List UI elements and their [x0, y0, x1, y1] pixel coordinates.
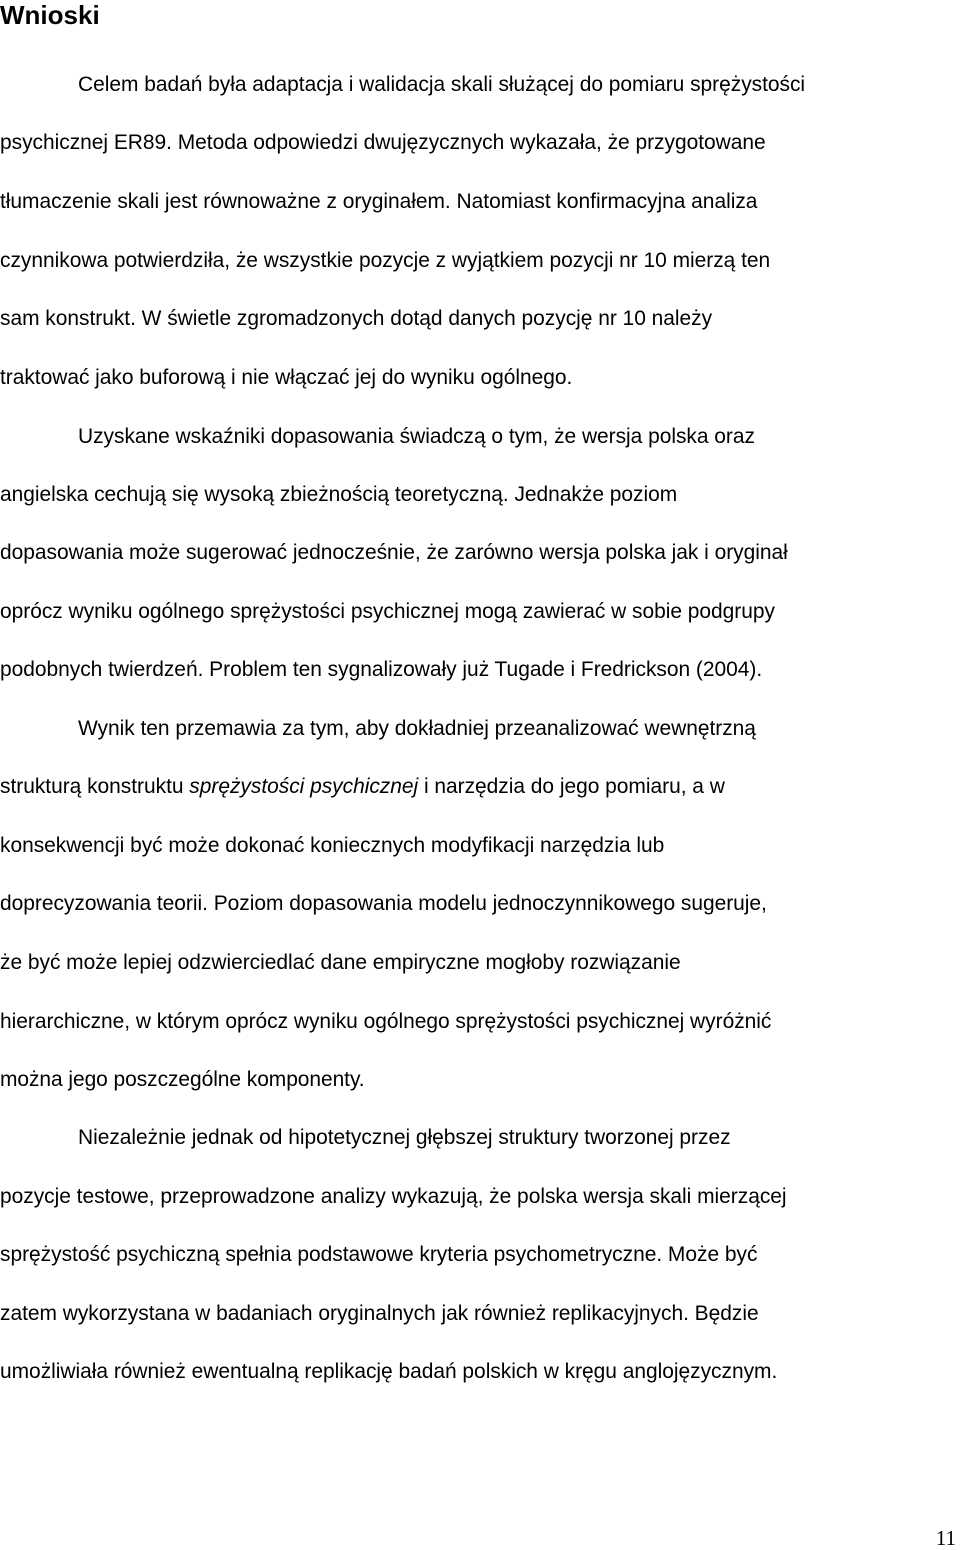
text-line	[0, 772, 958, 802]
text-line: psychicznej ER89. Metoda odpowiedzi dwujęzycznych wykazała, że przygotowane	[0, 131, 766, 154]
text-line: oprócz wyniku ogólnego sprężystości psychicznej mogą zawierać w sobie podgrupy	[0, 600, 775, 623]
text-line: angielska cechują się wysoką zbieżnością teoretyczną. Jednakże poziom	[0, 483, 678, 506]
text-line: podobnych twierdzeń. Problem ten sygnalizowały już Tugade i Fredrickson (2004).	[0, 658, 763, 681]
text-line: można jego poszczególne komponenty.	[0, 1068, 365, 1091]
text-line: Celem badań była adaptacja i walidacja skali służącej do pomiaru sprężystości	[78, 73, 806, 96]
text-line: Niezależnie jednak od hipotetycznej głębszej struktury tworzonej przez	[78, 1126, 731, 1149]
text-line: doprecyzowania teorii. Poziom dopasowania modelu jednoczynnikowego sugeruje,	[0, 892, 767, 915]
text-segment: strukturą konstruktu	[0, 775, 190, 798]
text-line: konsekwencji być może dokonać koniecznych modyfikacji narzędzia lub	[0, 834, 665, 857]
text-line: hierarchiczne, w którym oprócz wyniku ogólnego sprężystości psychicznej wyróżnić	[0, 1010, 772, 1033]
text-line: Uzyskane wskaźniki dopasowania świadczą o tym, że wersja polska oraz	[78, 425, 755, 448]
page-number: 11	[935, 1526, 956, 1550]
section-heading: Wnioski	[0, 0, 100, 30]
text-line: tłumaczenie skali jest równoważne z oryginałem. Natomiast konfirmacyjna analiza	[0, 190, 758, 213]
text-line: pozycje testowe, przeprowadzone analizy wykazują, że polska wersja skali mierzącej	[0, 1185, 787, 1208]
text-line: traktować jako buforową i nie włączać jej do wyniku ogólnego.	[0, 366, 573, 389]
text-line: sam konstrukt. W świetle zgromadzonych dotąd danych pozycję nr 10 należy	[0, 307, 713, 330]
text-line: czynnikowa potwierdziła, że wszystkie pozycje z wyjątkiem pozycji nr 10 mierzą ten	[0, 249, 771, 272]
text-line: sprężystość psychiczną spełnia podstawowe kryteria psychometryczne. Może być	[0, 1243, 758, 1266]
italic-term: sprężystości psychicznej	[189, 775, 419, 798]
text-line: że być może lepiej odzwierciedlać dane empiryczne mogłoby rozwiązanie	[0, 951, 681, 974]
text-segment: i narzędzia do jego pomiaru, a w	[418, 775, 725, 798]
text-line: umożliwiała również ewentualną replikację badań polskich w kręgu anglojęzycznym.	[0, 1360, 778, 1383]
text-line: zatem wykorzystana w badaniach oryginalnych jak również replikacyjnych. Będzie	[0, 1302, 759, 1325]
text-line: dopasowania może sugerować jednocześnie, że zarówno wersja polska jak i oryginał	[0, 541, 788, 564]
text-line: Wynik ten przemawia za tym, aby dokładniej przeanalizować wewnętrzną	[78, 717, 756, 740]
